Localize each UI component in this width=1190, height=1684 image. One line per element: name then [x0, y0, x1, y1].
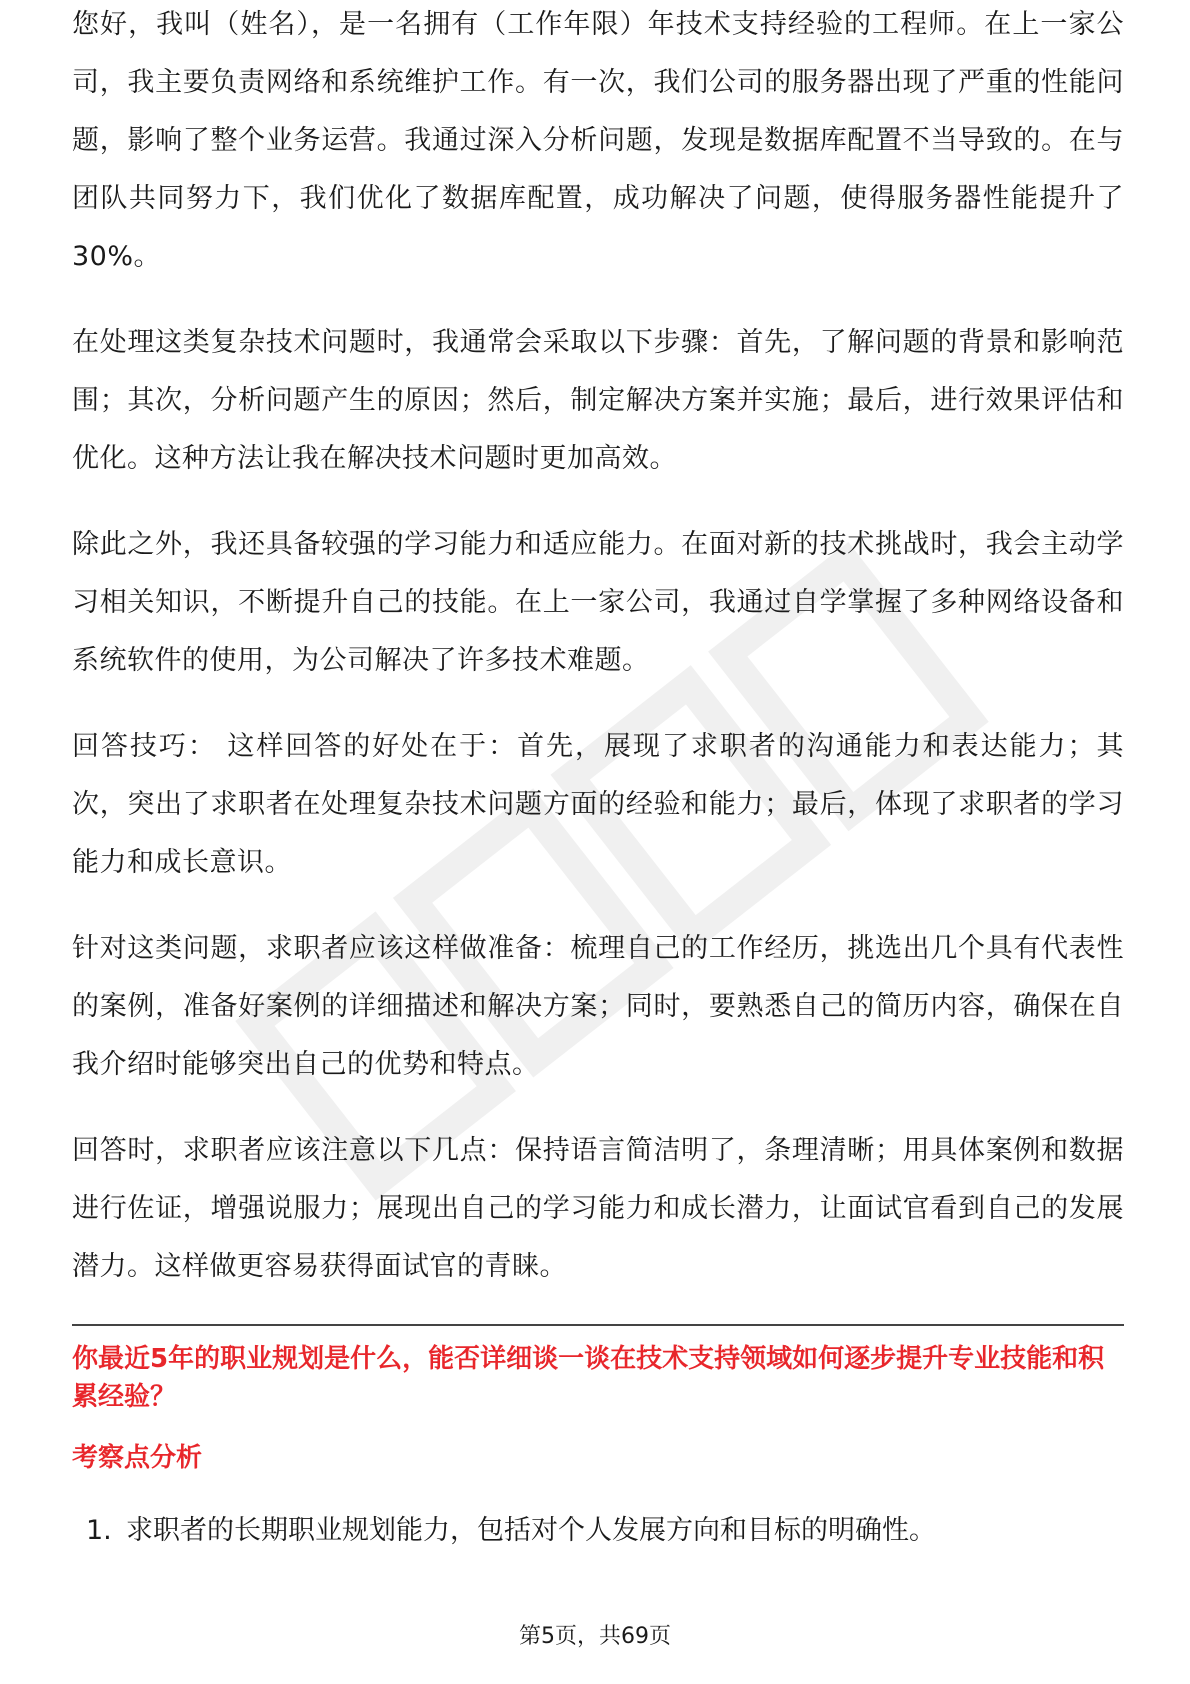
list-item: [72, 1506, 1124, 1556]
answer-paragraph-1: 您好，我叫（姓名），是一名拥有（工作年限）年技术支持经验的工程师。在上一家公司，我主要负责网络和系统维护工作。有一次，我们公司的服务器出现了严重的性能问题，影响了整个业务运营。我通过深入分析问题，发现是数据库配置不当导致的。在与团队共同努力下，我们优化了数据库配置，成功解决了问题，使得服务器性能提升了30%。: [72, 9, 1124, 272]
analysis-list: [72, 1506, 1124, 1556]
main-content: [72, 9, 1124, 1556]
preparation-paragraph: 针对这类问题，求职者应该这样做准备：梳理自己的工作经历，挑选出几个具有代表性的案例，准备好案例的详细描述和解决方案；同时，要熟悉自己的简历内容，确保在自我介绍时能够突出自己的优势和特点。: [72, 933, 1124, 1080]
section-divider: [72, 1324, 1124, 1326]
interview-question: 你最近5年的职业规划是什么，能否详细谈一谈在技术支持领域如何逐步提升专业技能和积累经验？: [72, 1344, 1105, 1412]
notes-paragraph: 回答时，求职者应该注意以下几点：保持语言简洁明了，条理清晰；用具体案例和数据进行佐证，增强说服力；展现出自己的学习能力和成长潜力，让面试官看到自己的发展潜力。这样做更容易获得面试官的青睐。: [72, 1135, 1124, 1282]
list-item-text: 求职者的长期职业规划能力，包括对个人发展方向和目标的明确性。: [126, 1515, 936, 1546]
analysis-heading: 考察点分析: [72, 1443, 203, 1473]
page-footer: 第5页，共69页: [519, 1624, 671, 1649]
answer-paragraph-2: 在处理这类复杂技术问题时，我通常会采取以下步骤：首先，了解问题的背景和影响范围；其次，分析问题产生的原因；然后，制定解决方案并实施；最后，进行效果评估和优化。这种方法让我在解决技术问题时更加高效。: [72, 327, 1124, 474]
answer-paragraph-3: 除此之外，我还具备较强的学习能力和适应能力。在面对新的技术挑战时，我会主动学习相关知识，不断提升自己的技能。在上一家公司，我通过自学掌握了多种网络设备和系统软件的使用，为公司解决了许多技术难题。: [72, 529, 1124, 676]
list-item-number: 1.: [86, 1515, 112, 1546]
answer-tips-paragraph: 回答技巧： 这样回答的好处在于：首先，展现了求职者的沟通能力和表达能力；其次，突出了求职者在处理复杂技术问题方面的经验和能力；最后，体现了求职者的学习能力和成长意识。: [72, 731, 1124, 878]
